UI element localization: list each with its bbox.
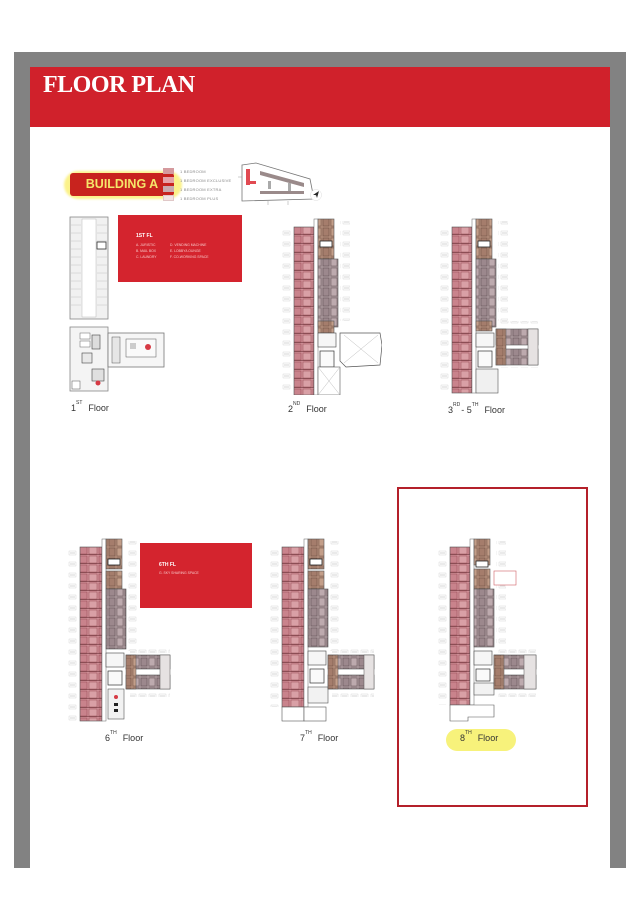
legend-item	[163, 194, 231, 203]
info-item: D. VENDING MACHINE	[170, 243, 207, 247]
legend-label: 1 BEDROOM EXCLUSIVE	[180, 177, 232, 183]
floor-label-2nd: 2ND Floor	[288, 401, 327, 414]
legend-label: 1 BEDROOM EXTRA	[180, 186, 222, 192]
floor-label-7th: 7TH Floor	[300, 730, 339, 743]
legend-swatch	[163, 186, 174, 192]
info-box-title: 6TH FL	[159, 562, 176, 568]
floor-plan-page	[30, 67, 610, 868]
info-item: E. LOBBY/LOUNGE	[170, 249, 201, 253]
info-item: B. MAIL BOX	[136, 249, 157, 253]
info-box-6th-floor	[140, 543, 252, 608]
floor-plan-7th	[270, 537, 376, 723]
north-arrow-icon	[310, 189, 322, 201]
legend-label: 1 BEDROOM	[180, 168, 206, 174]
floor-plan-8th-drawing	[438, 537, 538, 723]
floor-label-8th[interactable]: 8TH Floor	[460, 730, 499, 743]
info-box-1st-floor	[118, 215, 242, 282]
page-header	[30, 67, 610, 127]
legend-item	[163, 167, 231, 176]
info-item: A. JURISTIC	[136, 243, 156, 247]
info-item: F. CO-WORKING SPACE	[170, 255, 209, 259]
floor-plan-2nd	[282, 217, 382, 395]
info-box-title: 1ST FL	[136, 233, 153, 239]
info-item: G. SKY SHARING SPACE	[159, 571, 199, 575]
floor-plan-3rd-5th	[440, 217, 540, 395]
legend-item	[163, 176, 231, 185]
floor-label-6th: 6TH Floor	[105, 730, 144, 743]
info-item: C. LAUNDRY	[136, 255, 157, 259]
building-badge: BUILDING A	[70, 173, 174, 196]
page-title: FLOOR PLAN	[43, 72, 195, 98]
legend-item	[163, 185, 231, 194]
legend-swatch	[163, 177, 174, 183]
legend-swatch	[163, 168, 174, 174]
legend-label: 1 BEDROOM PLUS	[180, 195, 219, 201]
unit-type-legend	[163, 167, 231, 203]
floor-label-3rd-5th: 3RD- 5TH Floor	[448, 402, 505, 415]
legend-swatch	[163, 195, 174, 201]
floor-label-1st: 1ST Floor	[71, 400, 109, 413]
